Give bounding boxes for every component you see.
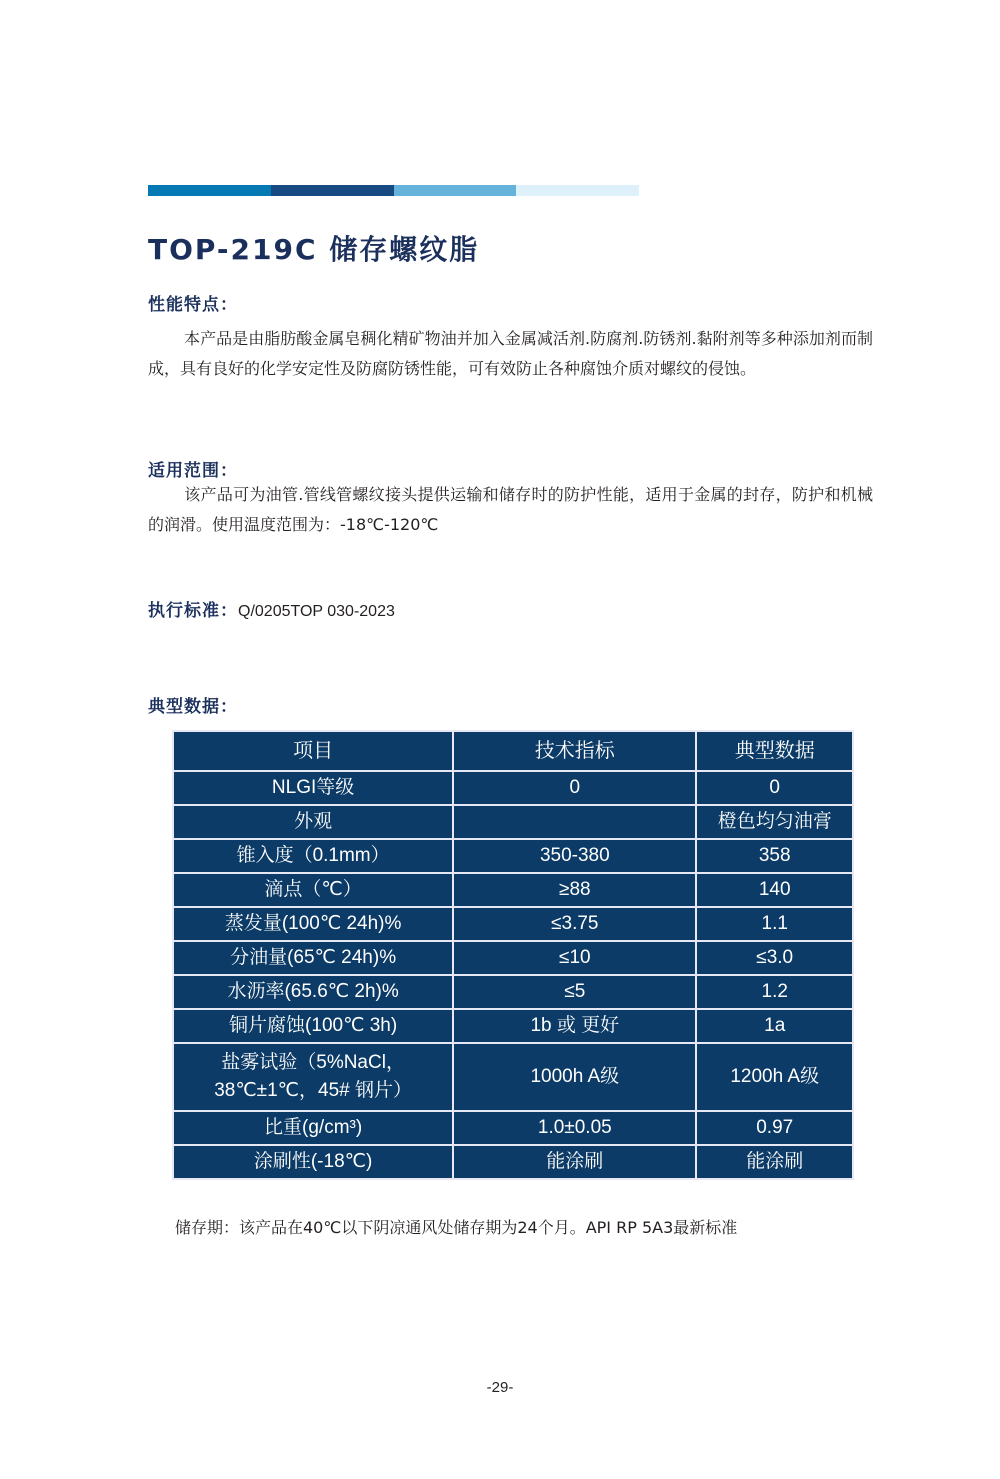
cell-typical: 橙色均匀油膏 bbox=[696, 805, 853, 839]
cell-item: 水沥率(65.6℃ 2h)% bbox=[173, 975, 453, 1009]
cell-typical: 能涂刷 bbox=[696, 1145, 853, 1179]
cell-typical: 358 bbox=[696, 839, 853, 873]
cell-spec: 0 bbox=[453, 771, 696, 805]
product-title: TOP-219C 储存螺纹脂 bbox=[148, 233, 480, 266]
cell-item: 滴点（℃） bbox=[173, 873, 453, 907]
cell-item bbox=[173, 1043, 453, 1111]
typical-data-table bbox=[172, 730, 854, 1180]
cell-spec: 350-380 bbox=[453, 839, 696, 873]
table-row bbox=[173, 839, 853, 873]
cell-spec: ≤10 bbox=[453, 941, 696, 975]
features-heading: 性能特点： bbox=[148, 295, 238, 315]
cell-item: NLGI等级 bbox=[173, 771, 453, 805]
column-header-spec: 技术指标 bbox=[453, 731, 696, 771]
cell-item: 铜片腐蚀(100℃ 3h) bbox=[173, 1009, 453, 1043]
table-row bbox=[173, 975, 853, 1009]
table-row bbox=[173, 1009, 853, 1043]
features-body: 本产品是由脂肪酸金属皂稠化精矿物油并加入金属减活剂.防腐剂.防锈剂.黏附剂等多种添加剂而制成，具有良好的化学安定性及防腐防锈性能，可有效防止各种腐蚀介质对螺纹的侵蚀。 bbox=[148, 329, 873, 378]
salt-spray-line-1: 盐雾试验（5%NaCl， bbox=[221, 1052, 405, 1073]
table-header-row bbox=[173, 731, 853, 771]
cell-item: 外观 bbox=[173, 805, 453, 839]
cell-typical: 1.1 bbox=[696, 907, 853, 941]
column-header-item: 项目 bbox=[173, 731, 453, 771]
table-row bbox=[173, 771, 853, 805]
cell-typical: 1.2 bbox=[696, 975, 853, 1009]
table-row bbox=[173, 1043, 853, 1111]
decorative-color-bar bbox=[148, 185, 639, 196]
cell-item: 分油量(65℃ 24h)% bbox=[173, 941, 453, 975]
application-text bbox=[148, 480, 873, 540]
column-header-typical: 典型数据 bbox=[696, 731, 853, 771]
standard-value: Q/0205TOP 030-2023 bbox=[238, 603, 395, 620]
color-bar-segment-4 bbox=[516, 185, 639, 196]
cell-typical: ≤3.0 bbox=[696, 941, 853, 975]
color-bar-segment-2 bbox=[271, 185, 394, 196]
cell-spec bbox=[453, 805, 696, 839]
cell-typical: 140 bbox=[696, 873, 853, 907]
cell-typical: 0.97 bbox=[696, 1111, 853, 1145]
typical-data-heading: 典型数据： bbox=[148, 697, 238, 717]
application-heading: 适用范围： bbox=[148, 461, 238, 481]
storage-footnote: 储存期：该产品在40℃以下阴凉通风处储存期为24个月。API RP 5A3最新标准 bbox=[175, 1218, 738, 1237]
table-row bbox=[173, 1145, 853, 1179]
cell-item: 蒸发量(100℃ 24h)% bbox=[173, 907, 453, 941]
salt-spray-line-2: 38℃±1℃，45# 钢片） bbox=[214, 1080, 412, 1101]
cell-item: 涂刷性(-18℃) bbox=[173, 1145, 453, 1179]
table-row bbox=[173, 805, 853, 839]
cell-spec: 1.0±0.05 bbox=[453, 1111, 696, 1145]
cell-item: 比重(g/cm³) bbox=[173, 1111, 453, 1145]
cell-typical: 1a bbox=[696, 1009, 853, 1043]
cell-item: 锥入度（0.1mm） bbox=[173, 839, 453, 873]
standard-label: 执行标准： bbox=[148, 601, 238, 621]
cell-spec: ≤5 bbox=[453, 975, 696, 1009]
table-row bbox=[173, 873, 853, 907]
table-row bbox=[173, 1111, 853, 1145]
table-row bbox=[173, 907, 853, 941]
cell-spec: 1000h A级 bbox=[453, 1043, 696, 1111]
cell-spec: 能涂刷 bbox=[453, 1145, 696, 1179]
features-text bbox=[148, 324, 873, 384]
color-bar-segment-1 bbox=[148, 185, 271, 196]
cell-typical: 0 bbox=[696, 771, 853, 805]
table-row bbox=[173, 941, 853, 975]
standard-line bbox=[148, 596, 395, 621]
cell-spec: ≥88 bbox=[453, 873, 696, 907]
cell-spec: ≤3.75 bbox=[453, 907, 696, 941]
cell-spec: 1b 或 更好 bbox=[453, 1009, 696, 1043]
application-body: 该产品可为油管.管线管螺纹接头提供运输和储存时的防护性能，适用于金属的封存，防护和机械的润滑。使用温度范围为：-18℃-120℃ bbox=[148, 485, 873, 534]
cell-typical: 1200h A级 bbox=[696, 1043, 853, 1111]
page-number: -29- bbox=[486, 1379, 514, 1396]
color-bar-segment-3 bbox=[394, 185, 517, 196]
